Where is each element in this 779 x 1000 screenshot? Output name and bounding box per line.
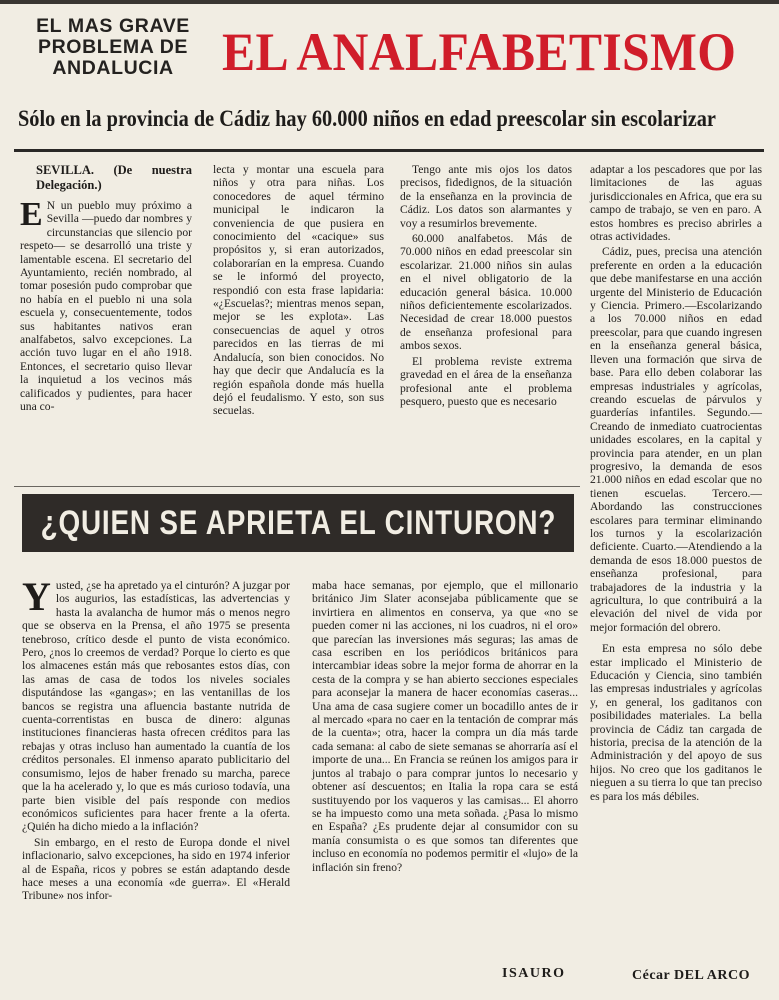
kicker-heading [18,16,208,79]
article2-column-1 [22,574,290,905]
article2-column-2 [312,579,578,876]
article1-paragraph: lecta y montar una escuela para niños y otra para niñas. Los conocedores de aquel término municipal le indicaron la conveniencia de que pusiera en conocimiento del «cacique» sus propósitos y, si eran autorizados, colaborarían en la empresa. Cuando se le informó del proyecto, respondió con esta frase lapidaria: «¿Escuelas?; mientras menos sepan, mejor se les explota». Las consecuencias de aquel y otros parecidos en las tierras de mi Andalucía, son bien conocidos. No hay que decir que Andalucía es la región española donde más huella dejó el feudalismo. Y esto, son sus secuelas. [213,163,384,418]
drop-cap: E [20,196,43,233]
article1-paragraph: En esta empresa no sólo debe estar implicado el Ministerio de Educación y Ciencia, sino también las empresas industriales y agrícolas y, en general, los gaditanos con posibilidades materiales. La bella provincia de Cádiz tan cargada de historia, precisa de la atención de la Administración y del apoyo de sus hijos. No creo que los gaditanos le nieguen a su tierra lo que tan preciso es para los más débiles. [590,642,762,803]
kicker-line-1: EL MAS GRAVE [36,15,190,37]
article1-column-3 [400,163,572,410]
section-divider [14,486,580,487]
article2-signature: ISAURO [502,966,566,981]
header-divider [14,149,764,152]
top-border-rule [0,0,779,4]
article1-paragraph: El problema reviste extrema gravedad en el área de la enseñanza profesional ante el problema pesquero, puesto que es necesario [400,354,572,408]
article2-paragraph: maba hace semanas, por ejemplo, que el millonario británico Jim Slater aconsejaba públicamente que se invirtiera en alimentos en conserva, ya que «no se pueden comer ni las acciones, ni los cuadros, ni el oro» que parecían las inversiones más seguras; las amas de casa escriben en los periódicos británicos para intercambiar ideas sobre la mejor forma de ahorrar en la cesta de la compra y se han abierto secciones especiales para aconsejar la manera de hacer economías caseras... Una ama de casa sugiere comer un bocadillo antes de ir al mercado «para no caer en la tentación de comprar más de la cuenta»; otra, hacer la compra un día más tarde cada semana: al cabo de siete semanas se ahorraría así el importe de una... En Francia se reúnen los amigos para ir juntos al trabajo o para comprar juntos lo necesario y obtener así descuentos; en Italia la ropa cara se está sustituyendo por los vaqueros y las camisas... El ahorro se ha impuesto como una meta soñada. ¿Pasa lo mismo en España? ¿Es prudente dejar al consumidor con su manía consumista o es que somos tan diferentes que incluso en economía no podemos permitir el «lujo» de la inflación sin freno? [312,579,578,874]
article2-headline: ¿QUIEN SE APRIETA EL CINTURON? [40,503,556,542]
article1-column-2 [213,163,384,420]
article1-signature: Cécar DEL ARCO [632,968,750,983]
subheadline: Sólo en la provincia de Cádiz hay 60.000 niños en edad preescolar sin escolarizar [18,106,716,132]
article2-paragraph: Yusted, ¿se ha apretado ya el cinturón? A juzgar por los augurios, las estadísticas, las advertencias y hasta la avalancha de humor más o menos negro que se observa en la Prensa, el año 1975 se presenta tenebroso, crítico desde el punto de vista económico. Pero, ¿nos lo creemos de verdad? Porque lo cierto es que los almacenes están más que rebosantes estos días, con las amas de casa de todos los niveles sociales disputándose las «gangas»; en las ventanillas de los bancos se registra una afluencia bastante nutrida de cuenta-correntistas en busca de dinero: algunas instituciones financieras hasta ofrecen créditos para las rebajas y otras incluso han aumentado la cuantía de los créditos personales. El inmenso aparato publicitario del consumismo, lejos de haber frenado su marcha, parece que la ha acelerado y, lo que es más curioso todavía, una parte bien visible del país responde con medios económicos suficientes para hacer frente a la oferta. ¿Quién ha dicho miedo a la inflación? [22,574,290,834]
main-headline: EL ANALFABETISMO [222,22,737,82]
article1-paragraph: Tengo ante mis ojos los datos precisos, fidedignos, de la situación de la enseñanza en la provincia de Cádiz. Los datos son alarmantes y voy a resumirlos brevemente. [400,163,572,230]
article2-banner [22,494,574,552]
article2-paragraph: Sin embargo, en el resto de Europa donde el nivel inflacionario, salvo excepciones, ha sido en 1974 inferior al de España, ricos y pobres se están adaptando desde hace meses a una economía «de guerra». El «Herald Tribune» nos infor- [22,835,290,903]
kicker-line-2: PROBLEMA DE [38,36,188,58]
article1-paragraph: 60.000 analfabetos. Más de 70.000 niños en edad preescolar sin escolarizar. 21.000 niños sin aulas en el nivel obligatorio de la educación general básica. 10.000 niños deficientemente escolarizados. Necesidad de crear 18.000 puestos de enseñanza profesional para ambos sexos. [400,232,572,353]
article1-paragraph: E N un pueblo muy próximo a Sevilla —puedo dar nombres y circunstancias que silencio por respeto— se desarrolló una triste y lamentable escena. El secretario del Ayuntamiento, recién nombrado, al tomar posesión pudo comprobar que no había en el pueblo ni una sola escuela y, consecuentemente, todos sus habitantes nativos eran analfabetos, salvo excepciones. La acción tuvo lugar en el año 1918. Entonces, el secretario quiso llevar la inquietud a los vecinos más calificados y pudientes, para hacer una co- [20,196,192,414]
article1-paragraph: adaptar a los pescadores que por las limitaciones de las aguas jurisdiccionales en Africa, que era su campo de trabajo, se ven en paro. A estos hombres es preciso abrirles a otras actividades. [590,163,762,244]
article1-column-1 [20,163,192,416]
drop-cap: Y [22,574,51,619]
dateline: SEVILLA. (De nuestra Delegación.) [36,163,192,192]
article1-column-4 [590,163,762,805]
kicker-line-3: ANDALUCIA [52,57,174,79]
article1-paragraph: Cádiz, pues, precisa una atención preferente en orden a la educación que debe manifestarse en una acción urgente del Ministerio de Educación y Ciencia. Primero.—Escolarizando a los 70.000 niños en edad preescolar, para que cuando ingresen en la enseñanza general básica, lleven una formación que sirva de base. Para ello deben colaborar las empresas industriales y agrícolas, creando escuelas de párvulos y guarderías infantiles. Segundo.—Creando de inmediato cuatrocientas unidades escolares, en la capital y provincia para atender, en un plan progresivo, la demanda de esos 21.000 niños en edad escolar que no tienen escuelas. Tercero.—Abordando las construcciones escolares para terminar eliminando los turnos y la escolarización deficiente. Cuarto.—Atendiendo a la demanda de esos 18.000 puestos de enseñanza profesional, para trabajadores de la industria y la agricultura, lo que contribuirá a la elevación del nivel de vida por mejor formación del obrero. [590,245,762,634]
